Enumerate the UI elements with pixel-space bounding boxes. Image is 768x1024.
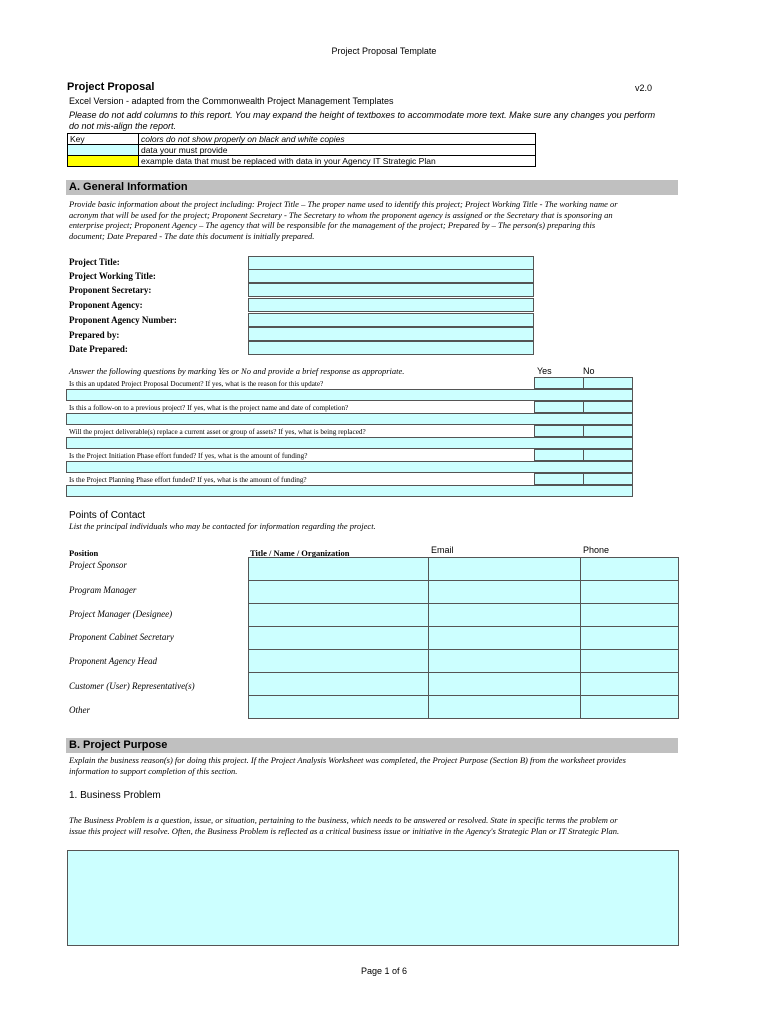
question-text: Is this a follow-on to a previous project? If yes, what is the project name and date of completion? [69,404,349,412]
yes-checkbox[interactable] [534,425,584,437]
no-column-label: No [583,366,595,376]
question-text: Is the Project Planning Phase effort funded? If yes, what is the amount of funding? [69,476,307,484]
key-text: data your must provide [139,145,536,156]
poc-position-label: Project Sponsor [69,560,127,570]
notice-line-2: do not mis-align the report. [69,121,177,131]
business-problem-textarea[interactable] [67,850,679,946]
no-checkbox[interactable] [583,401,633,413]
poc-email-cell[interactable] [429,558,581,581]
poc-title-cell[interactable] [249,581,429,604]
yes-checkbox[interactable] [534,401,584,413]
key-swatch-yellow [68,156,139,167]
poc-position-label: Project Manager (Designee) [69,609,173,619]
question-response-input[interactable] [66,389,633,401]
business-problem-heading: 1. Business Problem [69,790,161,801]
field-label-prepared-by: Prepared by: [69,330,120,340]
poc-col-position: Position [69,548,99,558]
field-label-working-title: Project Working Title: [69,271,156,281]
poc-phone-cell[interactable] [581,673,679,696]
yes-checkbox[interactable] [534,449,584,461]
key-row [68,145,536,156]
questions-intro: Answer the following questions by marking Yes or No and provide a brief response as appropriate. [69,366,405,376]
prepared-by-input[interactable] [248,327,534,341]
desc-line: Provide basic information about the project including: Project Title – The proper name used to identify this project; Project Working Title - The working name or [69,199,618,209]
poc-col-email: Email [431,545,454,555]
poc-position-label: Other [69,705,90,715]
question-response-input[interactable] [66,461,633,473]
subtitle: Excel Version - adapted from the Commonwealth Project Management Templates [69,96,394,106]
poc-phone-cell[interactable] [581,558,679,581]
desc-line: issue this project will resolve. Often, the Business Problem is reflected as a critical business issue or initiative in the Agency's Strategic Plan or IT Strategic Plan. [69,825,620,836]
notice-line-1: Please do not add columns to this report. You may expand the height of textboxes to accommodate more text. Make sure any changes you perform [69,110,656,120]
question-response-input[interactable] [66,437,633,449]
poc-description: List the principal individuals who may be contacted for information regarding the project. [69,521,376,531]
poc-phone-cell[interactable] [581,581,679,604]
poc-title-cell[interactable] [249,627,429,650]
section-b-description [69,755,626,776]
poc-col-phone: Phone [583,545,610,555]
no-checkbox[interactable] [583,473,633,485]
poc-col-title: Title / Name / Organization [250,548,350,558]
version-label: v2.0 [635,83,653,93]
key-row [68,134,536,145]
section-a-description [69,199,618,241]
poc-phone-cell[interactable] [581,627,679,650]
key-label: Key [68,134,139,145]
poc-position-label: Proponent Agency Head [69,656,157,666]
field-label-proponent-secretary: Proponent Secretary: [69,285,152,295]
working-title-input[interactable] [248,269,534,283]
yes-checkbox[interactable] [534,473,584,485]
poc-email-cell[interactable] [429,650,581,673]
color-key-table [67,133,536,167]
question-response-input[interactable] [66,485,633,497]
section-b-heading: B. Project Purpose [69,739,168,751]
business-problem-description [69,815,619,836]
poc-phone-cell[interactable] [581,696,679,719]
no-checkbox[interactable] [583,377,633,389]
poc-row [249,650,679,673]
section-a-bar [66,180,678,195]
poc-title-cell[interactable] [249,604,429,627]
poc-email-cell[interactable] [429,627,581,650]
poc-title-cell[interactable] [249,696,429,719]
poc-phone-cell[interactable] [581,604,679,627]
agency-number-input[interactable] [248,313,534,327]
poc-row [249,581,679,604]
proponent-secretary-input[interactable] [248,283,534,297]
poc-title-cell[interactable] [249,650,429,673]
key-swatch-cyan [68,145,139,156]
poc-heading: Points of Contact [69,510,146,521]
document-header-title: Project Proposal Template [331,46,437,56]
poc-title-cell[interactable] [249,558,429,581]
date-prepared-input[interactable] [248,341,534,355]
poc-position-label: Customer (User) Representative(s) [69,681,195,691]
proponent-agency-input[interactable] [248,298,534,312]
section-a-heading: A. General Information [69,181,188,193]
field-label-agency-number: Proponent Agency Number: [69,315,177,325]
desc-line: document; Date Prepared - The date this document is initially prepared. [69,230,315,241]
question-text: Is the Project Initiation Phase effort funded? If yes, what is the amount of funding? [69,452,308,460]
key-text: colors do not show properly on black and white copies [139,134,536,145]
field-label-date-prepared: Date Prepared: [69,344,128,354]
poc-row [249,627,679,650]
page-title: Project Proposal [67,81,155,93]
poc-title-cell[interactable] [249,673,429,696]
question-text: Will the project deliverable(s) replace a current asset or group of assets? If yes, what is being replaced? [69,428,366,436]
no-checkbox[interactable] [583,425,633,437]
field-label-project-title: Project Title: [69,257,120,267]
poc-row [249,558,679,581]
section-b-bar [66,738,678,753]
poc-phone-cell[interactable] [581,650,679,673]
desc-line: enterprise project; Proponent Agency – The agency that will be responsible for the management of the project; Prepared by – The person(s) preparing this [69,220,596,230]
yes-column-label: Yes [537,366,552,376]
desc-line: The Business Problem is a question, issue, or situation, pertaining to the business, which needs to be answered or resolved. State in specific terms the problem or [69,815,618,825]
poc-email-cell[interactable] [429,696,581,719]
poc-row [249,604,679,627]
field-label-proponent-agency: Proponent Agency: [69,300,143,310]
poc-position-label: Program Manager [69,585,137,595]
poc-position-label: Proponent Cabinet Secretary [69,632,174,642]
desc-line: Explain the business reason(s) for doing this project. If the Project Analysis Worksheet was completed, the Project Purpose (Section B) from the worksheet provides [69,755,626,765]
desc-line: acronym that will be used for the project; Proponent Secretary - The Secretary to whom the proponent agency is assigned or the Secretary that is sponsoring an [69,209,613,220]
project-title-input[interactable] [248,256,534,270]
question-text: Is this an updated Project Proposal Document? If yes, what is the reason for this update? [69,380,324,388]
key-row [68,156,536,167]
key-text: example data that must be replaced with data in your Agency IT Strategic Plan [139,156,536,167]
poc-grid [248,557,679,719]
poc-email-cell[interactable] [429,673,581,696]
poc-email-cell[interactable] [429,581,581,604]
poc-row [249,696,679,719]
poc-row [249,673,679,696]
poc-email-cell[interactable] [429,604,581,627]
page-number: Page 1 of 6 [360,966,408,976]
yes-checkbox[interactable] [534,377,584,389]
no-checkbox[interactable] [583,449,633,461]
question-response-input[interactable] [66,413,633,425]
desc-line: information to support completion of this section. [69,765,238,776]
